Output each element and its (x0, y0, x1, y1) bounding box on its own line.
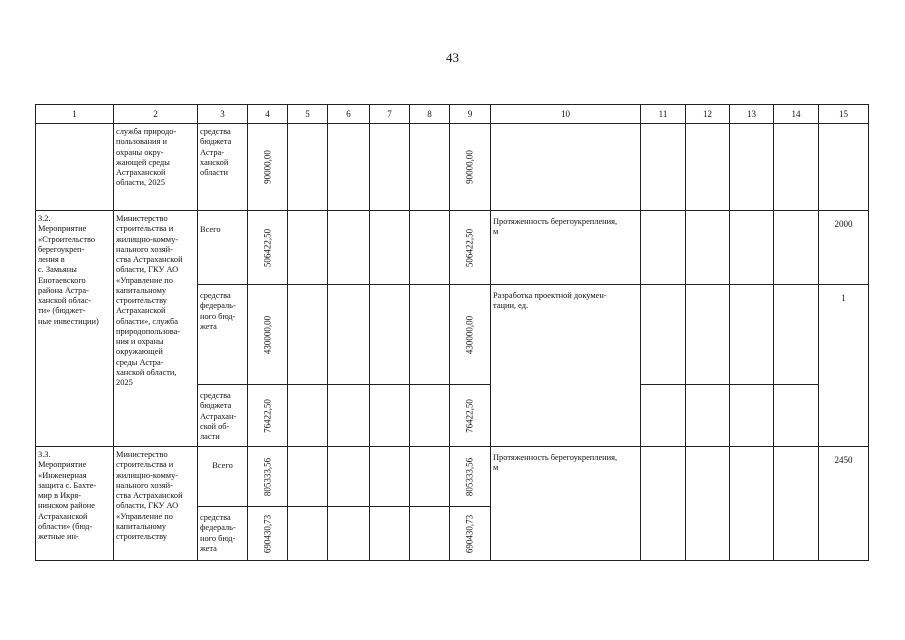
cell (370, 211, 410, 285)
cell-executor: Министерство строительства и жилищно-комму- нального хозяй- ства Астраханской области, ГКУ АО «Управление по капитальному строительству (114, 447, 198, 561)
cell-indicator: Протяженность берегоукрепления, м (491, 447, 641, 561)
cell (410, 124, 450, 211)
cell (410, 285, 450, 385)
cell (370, 507, 410, 561)
cell (410, 507, 450, 561)
cell (410, 211, 450, 285)
col-header: 8 (410, 105, 450, 124)
cell (370, 124, 410, 211)
col-header: 6 (328, 105, 370, 124)
cell (328, 285, 370, 385)
col-header: 15 (819, 105, 869, 124)
cell (686, 385, 730, 447)
cell-source: Всего (198, 211, 248, 285)
header-row (36, 105, 869, 124)
cell-source: средства бюджета Астрахан- ской об- ласти (198, 385, 248, 447)
col-header: 13 (730, 105, 774, 124)
cell (328, 124, 370, 211)
cell-source: средства бюджета Астра- ханской области (198, 124, 248, 211)
page-number: 43 (446, 50, 459, 65)
cell (328, 385, 370, 447)
table-row (36, 447, 869, 507)
cell (686, 447, 730, 561)
col-header: 11 (641, 105, 686, 124)
cell (288, 507, 328, 561)
cell (288, 447, 328, 507)
cell (730, 385, 774, 447)
cell-indicator: Разработка проектной докумен- тации, ед. (491, 285, 641, 447)
cell-measure: 3.2. Мероприятие «Строительство берегоукреп- ления в с. Замьяны Енотаевского района Астра- ханской облас- ти» (бюджет- ные инвестиции) (36, 211, 114, 447)
col-header: 14 (774, 105, 819, 124)
cell-source: Всего (198, 447, 248, 507)
cell (491, 124, 641, 211)
cell-amount: 90000,00 (450, 124, 491, 211)
cell-amount: 805333,56 (248, 447, 288, 507)
cell (730, 211, 774, 285)
cell (328, 211, 370, 285)
cell-executor: Министерство строительства и жилищно-комму- нального хозяй- ства Астраханской области, ГКУ АО «Управление по капитальному строительству Астраханской области», служба природопользова- ния и охраны окружающей среды Астра- ханской области, 2025 (114, 211, 198, 447)
col-header: 12 (686, 105, 730, 124)
cell (686, 211, 730, 285)
cell-measure: 3.3. Мероприятие «Инженерная защита с. Бахте- мир в Икря- нинском районе Астраханской области» (бюд- жетные ин- (36, 447, 114, 561)
cell-value: 2000 (819, 211, 869, 285)
cell-source: средства федераль- ного бюд- жета (198, 507, 248, 561)
cell-amount: 430000,00 (450, 285, 491, 385)
cell (328, 447, 370, 507)
cell (288, 211, 328, 285)
cell-amount: 76422,50 (450, 385, 491, 447)
cell-value: 2450 (819, 447, 869, 561)
cell (686, 285, 730, 385)
cell-amount: 805333,56 (450, 447, 491, 507)
cell (410, 447, 450, 507)
col-header: 9 (450, 105, 491, 124)
cell-amount: 76422,50 (248, 385, 288, 447)
cell (36, 124, 114, 211)
cell (641, 211, 686, 285)
col-header: 7 (370, 105, 410, 124)
cell (819, 124, 869, 211)
cell (641, 285, 686, 385)
col-header: 1 (36, 105, 114, 124)
cell-source: средства федераль- ного бюд- жета (198, 285, 248, 385)
cell (686, 124, 730, 211)
col-header: 4 (248, 105, 288, 124)
cell-amount: 90000,00 (248, 124, 288, 211)
col-header: 3 (198, 105, 248, 124)
cell-amount: 690430,73 (248, 507, 288, 561)
cell (730, 124, 774, 211)
cell-executor: служба природо- пользования и охраны окру- жающей среды Астраханской области, 2025 (114, 124, 198, 211)
cell (774, 211, 819, 285)
cell (288, 124, 328, 211)
cell-indicator: Протяженность берегоукрепления, м (491, 211, 641, 285)
col-header: 2 (114, 105, 198, 124)
table-row (36, 124, 869, 211)
cell-amount: 506422,50 (248, 211, 288, 285)
cell (641, 447, 686, 561)
cell (370, 385, 410, 447)
cell (774, 385, 819, 447)
cell (641, 385, 686, 447)
cell (410, 385, 450, 447)
cell (774, 447, 819, 561)
cell (730, 285, 774, 385)
cell (370, 447, 410, 507)
cell-amount: 430000,00 (248, 285, 288, 385)
col-header: 5 (288, 105, 328, 124)
cell (730, 447, 774, 561)
cell-value: 1 (819, 285, 869, 447)
cell (370, 285, 410, 385)
cell (288, 385, 328, 447)
cell-amount: 506422,50 (450, 211, 491, 285)
table-row (36, 211, 869, 285)
cell (774, 124, 819, 211)
col-header: 10 (491, 105, 641, 124)
cell (328, 507, 370, 561)
cell (288, 285, 328, 385)
cell (774, 285, 819, 385)
cell-amount: 690430,73 (450, 507, 491, 561)
budget-table (35, 104, 869, 561)
cell (641, 124, 686, 211)
